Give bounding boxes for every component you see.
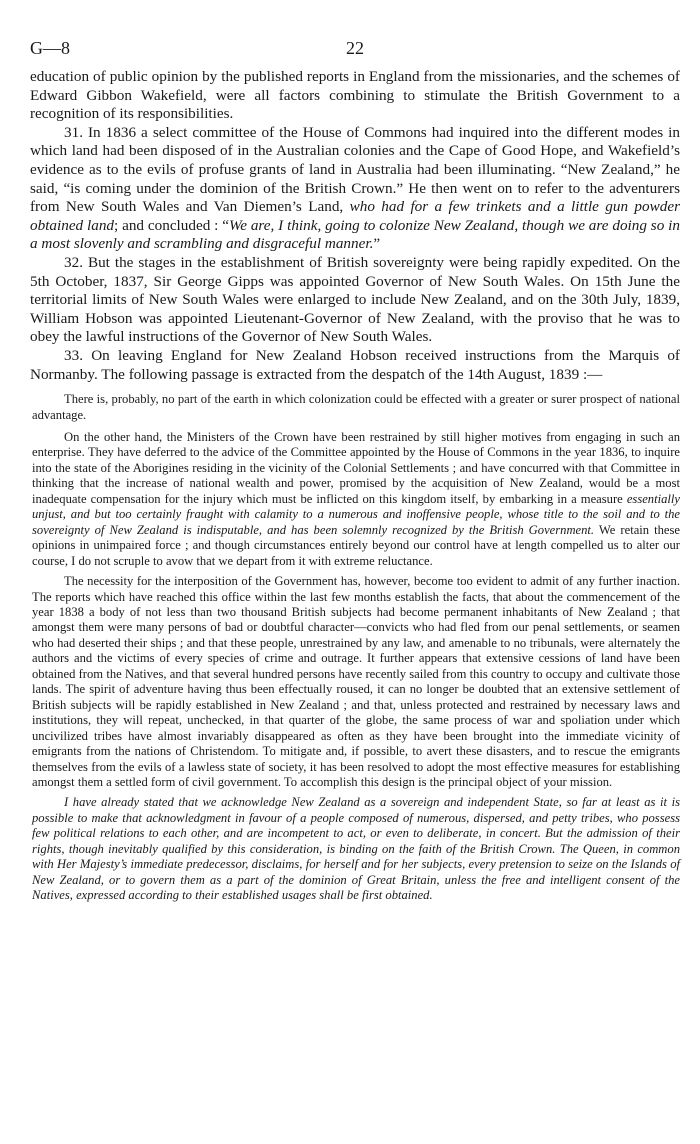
- body-text: [30, 68, 680, 384]
- document-page: [30, 38, 680, 909]
- paragraph-33: 33. On leaving England for New Zealand Hobson received instructions from the Marquis of Normanby. The following passage is extracted from the despatch of the 14th August, 1839 :—: [30, 346, 680, 383]
- page-number: 22: [346, 38, 364, 58]
- quote-paragraph-2: On the other hand, the Ministers of the Crown have been restrained by still higher motives from engaging in such an enterprise. They have deferred to the advice of the Committee appointed by the House of Commons in the year 1836, to inquire into the state of the Aborigines residing in the vicinity of the Colonial Settlements ; and have concurred with that Committee in thinking that the increase of national wealth and power, promised by the acquisition of New Zealand, would be a most inadequate compensation for the injury which must be inflicted on this kingdom itself, by embarking in a measure essentially unjust, and but too certainly fraught with calamity to a numerous and inoffensive people, whose title to the soil and to the sovereignty of New Zealand is indisputable, and has been solemnly recognized by the British Government. We retain these opinions in unimpaired force ; and though circumstances entirely beyond our control have at length compelled us to alter our course, I do not scruple to avow that we depart from it with extreme reluctance.: [32, 430, 680, 568]
- quote-paragraph-1: There is, probably, no part of the earth in which colonization could be effected with a greater or surer prospect of national advantage.: [32, 392, 680, 422]
- despatch-quotation: [32, 392, 680, 904]
- paragraph-32: 32. But the stages in the establishment of British sovereignty were being rapidly expedited. On the 5th October, 1837, Sir George Gipps was appointed Governor of New South Wales. On 15th June the territorial limits of New South Wales were enlarged to include New Zealand, and on the 30th July, 1839, William Hobson was appointed Lieutenant-Governor of New Zealand, with the proviso that he was to obey the lawful instructions of the Governor of New South Wales.: [30, 253, 680, 346]
- quote-paragraph-4: I have already stated that we acknowledge New Zealand as a sovereign and independent State, so far at least as it is possible to make that acknowledgment in favour of a people composed of numerous, dispersed, and petty tribes, who possess few political relations to each other, and are incompetent to act, or even to deliberate, in concert. But the admission of their rights, though inevitably qualified by this consideration, is binding on the faith of the British Crown. The Queen, in common with Her Majesty’s immediate predecessor, disclaims, for herself and for her subjects, every pretension to seize on the Islands of New Zealand, or to govern them as a part of the dominion of Great Britain, unless the free and intelligent consent of the Natives, expressed according to their established usages shall be first obtained.: [32, 795, 680, 903]
- paragraph-intro-continuation: education of public opinion by the published reports in England from the missionaries, and the schemes of Edward Gibbon Wakefield, were all factors combining to stimulate the British Government to a recognition of its responsibilities.: [30, 68, 680, 123]
- page-header: [30, 38, 680, 68]
- paragraph-31: 31. In 1836 a select committee of the House of Commons had inquired into the different modes in which land had been disposed of in the Australian colonies and the Cape of Good Hope, and Wakefield’s evidence as to the evils of profuse grants of land in Australia had been illuminating. “New Zealand,” he said, “is coming under the dominion of the British Crown.” He then went on to refer to the adventurers from New South Wales and Van Diemen’s Land, who had for a few trinkets and a little gun powder obtained land; and concluded : “We are, I think, going to colonize New Zealand, though we are doing so in a most slovenly and scrambling and disgraceful manner.”: [30, 123, 680, 253]
- document-reference: G—8: [30, 38, 70, 58]
- quote-paragraph-3: The necessity for the interposition of the Government has, however, become too evident to admit of any further inaction. The reports which have reached this office within the last few months establish the facts, that about the commencement of the year 1838 a body of not less than two thousand British subjects had become permanent inhabitants of New Zealand ; that amongst them were many persons of bad or doubtful character—convicts who had fled from our penal settlements, or seamen who had deserted their ships ; and that these people, unrestrained by any law, and amenable to no tribunals, were alternately the authors and the victims of every species of crime and outrage. It further appears that extensive cessions of land have been obtained from the Natives, and that several hundred persons have recently sailed from this country to occupy and cultivate those lands. The spirit of adventure having thus been effectually roused, it can no longer be doubted that an extensive settlement of British subjects will be rapidly established in New Zealand ; and that, unless protected and restrained by necessary laws and institutions, they will repeat, unchecked, in that quarter of the globe, the same process of war and spoliation under which uncivilized tribes have almost invariably disappeared as often as they have been brought into the immediate vicinity of emigrants from the nations of Christendom. To mitigate and, if possible, to avert these disasters, and to rescue the emigrants themselves from the evils of a lawless state of society, it has been resolved to adopt the most effective measures for establishing amongst them a settled form of civil government. To accomplish this design is the principal object of your mission.: [32, 574, 680, 789]
